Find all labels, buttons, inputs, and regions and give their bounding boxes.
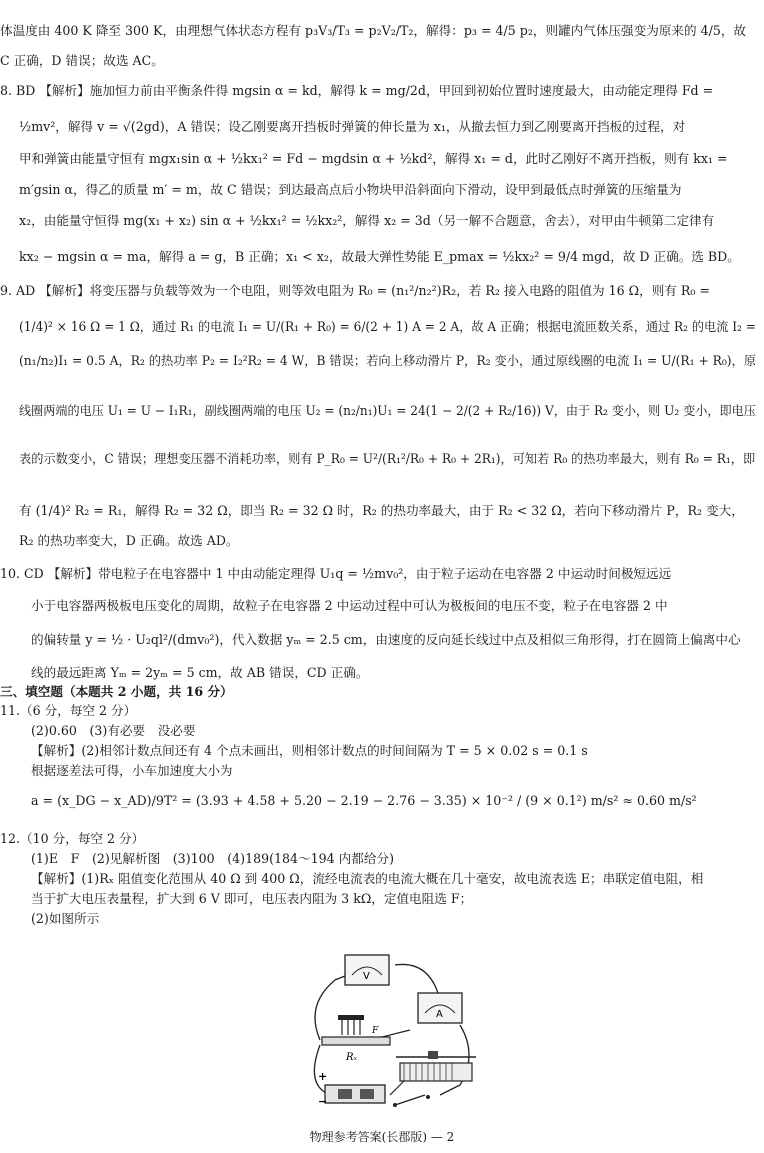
minus-label: − bbox=[318, 1095, 328, 1108]
text-line: 11.（6 分，每空 2 分） bbox=[0, 703, 137, 718]
text-line: (2)0.60 (3)有必要 没必要 bbox=[31, 723, 196, 738]
text-line: 8. BD 【解析】施加恒力前由平衡条件得 mgsin α = kd，解得 k = mg/2d，甲回到初始位置时速度最大，由动能定理得 Fd = bbox=[0, 83, 714, 98]
text-line: (n₁/n₂)I₁ = 0.5 A，R₂ 的热功率 P₂ = I₂²R₂ = 4 W，B 错误；若向上移动滑片 P，R₂ 变小，通过原线圈的电流 I₁ = U/(R₁ + R₀)，原 bbox=[19, 353, 757, 368]
text-line: 体温度由 400 K 降至 300 K，由理想气体状态方程有 p₃V₃/T₃ = p₂V₂/T₂，解得：p₃ = 4/5 p₂，则罐内气体压强变为原来的 4/5，故 bbox=[0, 23, 747, 38]
text-line: 有 (1/4)² R₂ = R₁，解得 R₂ = 32 Ω，即当 R₂ = 32 Ω 时，R₂ 的热功率最大，由于 R₂ < 32 Ω，若向下移动滑片 P，R₂ 变大， bbox=[19, 503, 744, 518]
text-line: (1/4)² × 16 Ω = 1 Ω，通过 R₁ 的电流 I₁ = U/(R₁ + R₀) = 6/(2 + 1) A = 2 A，故 A 正确；根据电流匝数关系，通过 R₂ 的电流 I₂ = bbox=[19, 319, 756, 334]
text-line: 的偏转量 y = ½ · U₂ql²/(dmv₀²)，代入数据 yₘ = 2.5 cm，由速度的反向延长线过中点及相似三角形得，打在圆筒上偏离中心 bbox=[31, 632, 741, 647]
text-line: C 正确，D 错误；故选 AC。 bbox=[0, 53, 164, 68]
switch bbox=[393, 1095, 430, 1107]
text-line: 表的示数变小，C 错误；理想变压器不消耗功率，则有 P_R₀ = U²/(R₁²/R₀ + R₀ + 2R₁)，可知若 R₀ 的热功率最大，则有 R₀ = R₁，即 bbox=[19, 451, 756, 466]
pressure-label: F bbox=[372, 1026, 379, 1036]
text-line: 三、填空题（本题共 2 小题，共 16 分） bbox=[0, 684, 233, 699]
voltmeter bbox=[345, 955, 389, 985]
text-line: 12.（10 分，每空 2 分） bbox=[0, 831, 145, 846]
text-line: ½mv²，解得 v = √(2gd)，A 错误；设乙刚要离开挡板时弹簧的伸长量为 x₁，从撤去恒力到乙刚要离开挡板的过程，对 bbox=[19, 119, 686, 134]
voltmeter-label: V bbox=[363, 971, 370, 982]
text-line: 当于扩大电压表量程，扩大到 6 V 即可，电压表内阻为 3 kΩ，定值电阻选 F； bbox=[31, 891, 473, 906]
text-line: 小于电容器两极板电压变化的周期，故粒子在电容器 2 中运动过程中可认为极板间的电压不变，粒子在电容器 2 中 bbox=[31, 598, 668, 613]
text-line: x₂，由能量守恒得 mg(x₁ + x₂) sin α + ½kx₁² = ½kx₂²，解得 x₂ = 3d（另一解不合题意，舍去），对甲由牛顿第二定律有 bbox=[19, 213, 715, 228]
wire bbox=[440, 1025, 469, 1095]
text-line: (2)如图所示 bbox=[31, 911, 100, 926]
text-line: m′gsin α，得乙的质量 m′ = m，故 C 错误；到达最高点后小物块甲沿斜面向下滑动，设甲到最低点时弹簧的压缩量为 bbox=[19, 182, 682, 197]
plus-label: + bbox=[318, 1070, 328, 1083]
text-line: 10. CD 【解析】带电粒子在电容器中 1 中由动能定理得 U₁q = ½mv₀²，由于粒子运动在电容器 2 中运动时间极短远远 bbox=[0, 566, 672, 581]
rheostat bbox=[396, 1051, 476, 1081]
page-footer: 物理参考答案(长郡版) — 2 bbox=[309, 1130, 455, 1144]
text-line: 线的最远距离 Yₘ = 2yₘ = 5 cm，故 AB 错误，CD 正确。 bbox=[31, 665, 369, 680]
text-line: kx₂ − mgsin α = ma，解得 a = g，B 正确；x₁ < x₂，故最大弹性势能 E_pmax = ½kx₂² = 9/4 mgd，故 D 正确。选 BD。 bbox=[19, 249, 740, 264]
circuit-diagram bbox=[300, 945, 482, 1115]
resistor-label: Rₓ bbox=[346, 1052, 358, 1063]
ammeter bbox=[418, 993, 462, 1023]
text-line: 甲和弹簧由能量守恒有 mgx₁sin α + ½kx₁² = Fd − mgdsin α + ½kd²，解得 x₁ = d，此时乙刚好不离开挡板，则有 kx₁ = bbox=[19, 151, 728, 166]
text-line: 根据逐差法可得，小车加速度大小为 bbox=[31, 763, 233, 778]
text-line: R₂ 的热功率变大，D 正确。故选 AD。 bbox=[19, 533, 239, 548]
text-line: 9. AD 【解析】将变压器与负载等效为一个电阻，则等效电阻为 R₀ = (n₁²/n₂²)R₂，若 R₂ 接入电路的阻值为 16 Ω，则有 R₀ = bbox=[0, 283, 710, 298]
ammeter-label: A bbox=[436, 1009, 443, 1020]
text-line: 线圈两端的电压 U₁ = U − I₁R₁，副线圈两端的电压 U₂ = (n₂/n₁)U₁ = 24(1 − 2/(2 + R₂/16)) V，由于 R₂ 变小，则 U₂ 变小，即电压 bbox=[19, 403, 756, 418]
battery bbox=[318, 1070, 385, 1108]
text-line: a = (x_DG − x_AD)/9T² = (3.93 + 4.58 + 5.20 − 2.19 − 2.76 − 3.35) × 10⁻² / (9 × 0.1²) m/s² ≈ 0.60 m/s² bbox=[31, 793, 697, 808]
text-line: 【解析】(2)相邻计数点间还有 4 个点未画出，则相邻计数点的时间间隔为 T = 5 × 0.02 s = 0.1 s bbox=[31, 743, 588, 758]
pressure-resistor bbox=[322, 1015, 390, 1063]
text-line: (1)E F (2)见解析图 (3)100 (4)189(184～194 内都给分) bbox=[31, 851, 394, 866]
text-line: 【解析】(1)Rₓ 阻值变化范围从 40 Ω 到 400 Ω，流经电流表的电流大概在几十毫安，故电流表选 E；串联定值电阻，相 bbox=[31, 871, 704, 886]
